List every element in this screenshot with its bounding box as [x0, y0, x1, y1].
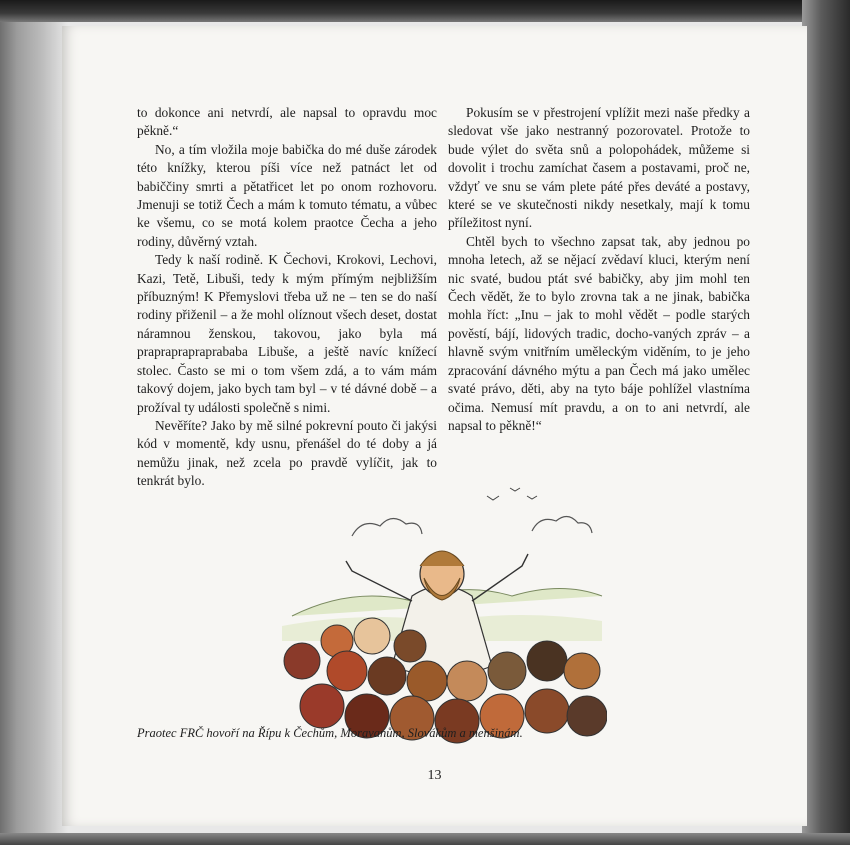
illustration-caption: Praotec FRČ hovoří na Řípu k Čechům, Moravanům, Slovákům a menšinám. [137, 726, 523, 740]
book-page [62, 26, 807, 826]
paragraph: Chtěl bych to všechno zapsat tak, aby jednou po mnoha letech, až se nějací zvědaví kluci, kterým není nic svaté, budou ptát své babičky, aby jim mohl ten Čech vědět, že to bylo zrovna tak a ne jinak, babička mohla říct: „Inu – jak to mohl vědět – podle starých pověstí, bájí, lidových tradic, docho-vaných zpráv – a hlavně svým vnitřním uměleckým viděním, to je jeho zpracování dávného mýtu a pan Čech má jako umělec svaté právo, děti, aby na tyto báje pohlížel vlastníma očima. Nemusí mít pravdu, a on to ani netvrdí, ale napsal to pěkně!“ [448, 233, 750, 433]
book-cover-bottom-edge [0, 833, 850, 845]
speaker-hair [420, 551, 464, 566]
crowd-illustration [262, 466, 607, 751]
right-text-column [448, 104, 750, 435]
paragraph: Pokusím se v přestrojení vplížit mezi naše předky a sledovat vše jako nestranný pozorovatel. Protože to bude výlet do světa snů a polopohádek, můžeme si dovolit i trochu zamíchat časem a postavami, proč ne, vždyť ve snu se vám plete páté přes deváté a postavy, které se ve skutečnosti nikdy nesetkaly, mají k tomu příležitost nyní. [448, 105, 750, 231]
paragraph: Tedy k naší rodině. K Čechovi, Krokovi, Lechovi, Kazi, Tetě, Libuši, tedy k mým přímým nejbližším příbuzným! K Přemyslovi třeba už ne – ten se do naší rodiny přiženil – a že mohl olíznout všech deset, dostat náramnou ženskou, takovou, jako byla má prapraprapraprababa Libuše, a ještě navíc knížecí stolec. Často se mi o tom všem zdá, a to vám mám takový dojem, jako bych tam byl – v té dávné době – a prožíval ty události společně s nimi. [137, 252, 437, 415]
paragraph: No, a tím vložila moje babička do mé duše zárodek této knížky, kterou píši více než patnáct let od babiččiny smrti a pětatřicet let po onom rozhovoru. Jmenuji se totiž Čech a mám k tomuto tématu, a vůbec ke všemu, co se motá kolem praotce Čecha a jeho rodiny, důvěrný vztah. [137, 141, 437, 249]
bird [510, 488, 520, 491]
paragraph: to dokonce ani netvrdí, ale napsal to opravdu moc pěkně.“ [137, 105, 437, 139]
book-cover-top-edge [0, 0, 850, 22]
book-cover-right-edge [802, 0, 850, 845]
page-number: 13 [427, 768, 442, 783]
bird [487, 496, 499, 500]
cloud-right [532, 516, 592, 533]
cloud-left [352, 518, 422, 536]
paragraph: Nevěříte? Jako by mě silné pokrevní pouto či jakýsi kód v momentě, kdy usnu, přenášel do té doby a já nemůžu jinak, než zcela po pravdě vylíčit, jak to tenkrát bylo. [137, 417, 437, 489]
speaker-arm-left [346, 561, 412, 601]
bird [527, 496, 537, 499]
left-text-column [137, 104, 437, 491]
